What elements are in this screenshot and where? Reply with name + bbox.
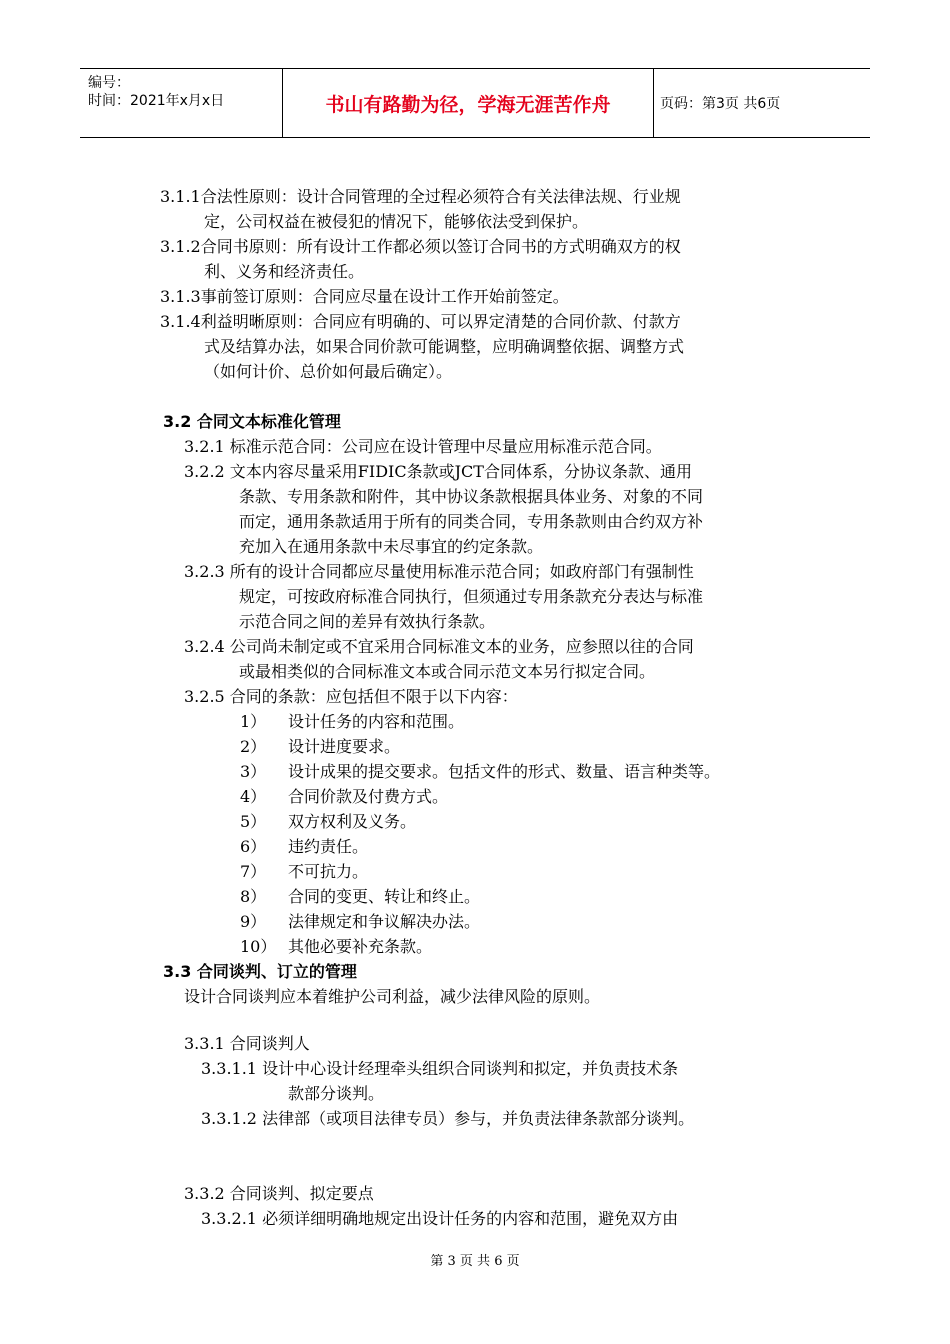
document-date: 时间：2021年x月x日 xyxy=(88,93,225,109)
page-header xyxy=(80,68,870,138)
clause-3-2-1-line-1: 3.2.1 标准示范合同：公司应在设计管理中尽量应用标准示范合同。 xyxy=(184,437,662,456)
clause-3-1-2-line-1: 3.1.2合同书原则：所有设计工作都必须以签订合同书的方式明确双方的权 xyxy=(160,237,681,256)
list-item-number: 4） xyxy=(240,787,267,806)
section-heading-3-2: 3.2 合同文本标准化管理 xyxy=(163,412,341,431)
list-item-text: 双方权利及义务。 xyxy=(288,812,417,831)
clause-3-1-2-line-2: 利、义务和经济责任。 xyxy=(204,262,365,281)
list-item-text: 合同价款及付费方式。 xyxy=(288,787,449,806)
list-item-text: 法律规定和争议解决办法。 xyxy=(288,912,481,931)
list-item-text: 设计任务的内容和范围。 xyxy=(288,712,465,731)
list-item-text: 其他必要补充条款。 xyxy=(288,937,433,956)
clause-3-3-2-line-1: 3.3.2 合同谈判、拟定要点 xyxy=(184,1184,374,1203)
list-item-text: 设计成果的提交要求。包括文件的形式、数量、语言种类等。 xyxy=(288,762,721,781)
clause-3-3-1-line-1: 3.3.1 合同谈判人 xyxy=(184,1034,310,1053)
clause-3-1-1-line-1: 3.1.1合法性原则：设计合同管理的全过程必须符合有关法律法规、行业规 xyxy=(160,187,681,206)
list-item-text: 违约责任。 xyxy=(288,837,369,856)
header-page-info: 页码：第3页 共6页 xyxy=(660,96,781,112)
list-item-text: 合同的变更、转让和终止。 xyxy=(288,887,481,906)
clause-3-2-2-line-1: 3.2.2 文本内容尽量采用FIDIC条款或JCT合同体系，分协议条款、通用 xyxy=(184,462,692,481)
list-item-number: 6） xyxy=(240,837,267,856)
clause-3-2-3-line-2: 规定，可按政府标准合同执行，但须通过专用条款充分表达与标准 xyxy=(239,587,704,606)
clause-3-2-2-line-4: 充加入在通用条款中未尽事宜的约定条款。 xyxy=(239,537,544,556)
list-item-number: 1） xyxy=(240,712,267,731)
clause-3-2-5-line-1: 3.2.5 合同的条款：应包括但不限于以下内容： xyxy=(184,687,518,706)
clause-3-2-4-line-1: 3.2.4 公司尚未制定或不宜采用合同标准文本的业务，应参照以往的合同 xyxy=(184,637,694,656)
list-item-number: 5） xyxy=(240,812,267,831)
clause-3-1-4-line-2: 式及结算办法，如果合同价款可能调整，应明确调整依据、调整方式 xyxy=(204,337,685,356)
list-item-text: 设计进度要求。 xyxy=(288,737,401,756)
clause-3-1-4-line-3: （如何计价、总价如何最后确定）。 xyxy=(204,362,453,381)
list-item-number: 10） xyxy=(240,937,277,956)
header-motto: 书山有路勤为径，学海无涯苦作舟 xyxy=(282,69,654,137)
list-item-number: 9） xyxy=(240,912,267,931)
section-heading-3-3: 3.3 合同谈判、订立的管理 xyxy=(163,962,357,981)
clause-3-3-1-1-line-2: 款部分谈判。 xyxy=(288,1084,385,1103)
clause-3-1-1-line-2: 定，公司权益在被侵犯的情况下，能够依法受到保护。 xyxy=(204,212,589,231)
clause-3-1-3-line-1: 3.1.3事前签订原则：合同应尽量在设计工作开始前签定。 xyxy=(160,287,569,306)
clause-3-3-1-1-line-1: 3.3.1.1 设计中心设计经理牵头组织合同谈判和拟定，并负责技术条 xyxy=(201,1059,679,1078)
document-number-label: 编号： xyxy=(88,75,130,91)
clause-3-2-3-line-1: 3.2.3 所有的设计合同都应尽量使用标准示范合同；如政府部门有强制性 xyxy=(184,562,694,581)
clause-3-2-2-line-2: 条款、专用条款和附件，其中协议条款根据具体业务、对象的不同 xyxy=(239,487,704,506)
clause-3-2-4-line-2: 或最相类似的合同标准文本或合同示范文本另行拟定合同。 xyxy=(239,662,656,681)
clause-3-3-2-1-line-1: 3.3.2.1 必须详细明确地规定出设计任务的内容和范围，避免双方由 xyxy=(201,1209,679,1228)
list-item-number: 2） xyxy=(240,737,267,756)
header-left-cell xyxy=(80,69,282,137)
clause-3-2-3-line-3: 示范合同之间的差异有效执行条款。 xyxy=(239,612,496,631)
clause-3-2-2-line-3: 而定，通用条款适用于所有的同类合同，专用条款则由合约双方补 xyxy=(239,512,704,531)
section-3-3-intro: 设计合同谈判应本着维护公司利益，减少法律风险的原则。 xyxy=(184,987,601,1006)
list-item-text: 不可抗力。 xyxy=(288,862,369,881)
list-item-number: 3） xyxy=(240,762,267,781)
list-item-number: 8） xyxy=(240,887,267,906)
list-item-number: 7） xyxy=(240,862,267,881)
clause-3-3-1-2-line-1: 3.3.1.2 法律部（或项目法律专员）参与，并负责法律条款部分谈判。 xyxy=(201,1109,695,1128)
clause-3-1-4-line-1: 3.1.4利益明晰原则：合同应有明确的、可以界定清楚的合同价款、付款方 xyxy=(160,312,681,331)
page-footer: 第 3 页 共 6 页 xyxy=(430,1254,520,1269)
